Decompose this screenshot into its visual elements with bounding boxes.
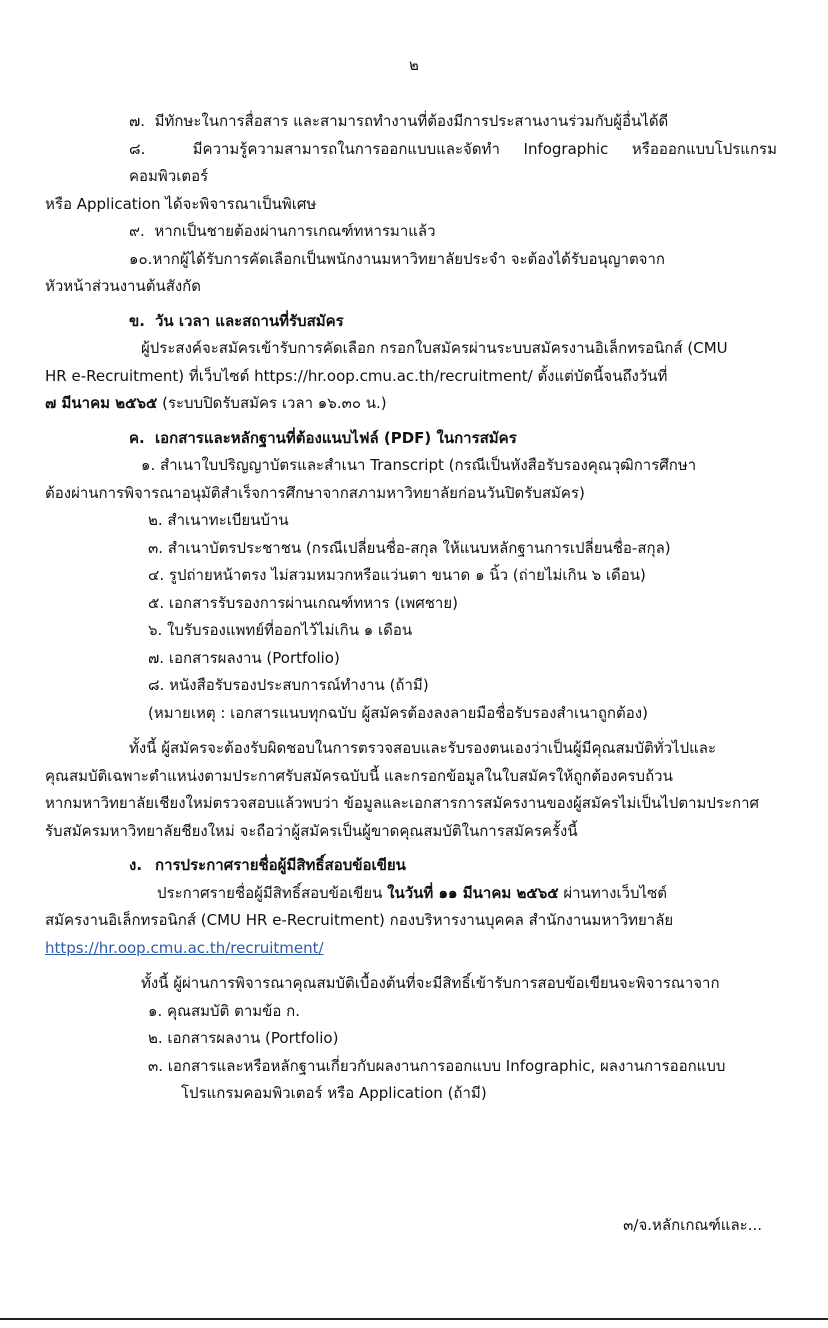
criteria-item: ๒. เอกสารผลงาน (Portfolio) — [148, 1029, 339, 1047]
responsibility-paragraph: รับสมัครมหาวิทยาลัยชียงใหม่ จะถือว่าผู้สมัครเป็นผู้ขาดคุณสมบัติในการสมัครครั้งนี้ — [45, 821, 578, 840]
criteria-item: ๑. คุณสมบัติ ตามข้อ ก. — [148, 1001, 301, 1020]
qualification-item-continuation: หรือ Application ได้จะพิจารณาเป็นพิเศษ — [45, 194, 317, 213]
document-note: (หมายเหตุ : เอกสารแนบทุกฉบับ ผู้สมัครต้องลงลายมือชื่อรับรองสำเนาถูกต้อง) — [148, 703, 648, 722]
announcement-paragraph: สมัครงานอิเล็กทรอนิกส์ (CMU HR e-Recruitment) กองบริหารงานบุคคล สำนักงานมหาวิทยาลัย — [45, 911, 674, 929]
document-item: ๔. รูปถ่ายหน้าตรง ไม่สวมหมวกหรือแว่นตา ขนาด ๑ นิ้ว (ถ่ายไม่เกิน ๖ เดือน) — [148, 566, 646, 584]
page-bottom-edge — [0, 1318, 828, 1320]
section-heading-documents: ค. เอกสารและหลักฐานที่ต้องแนบไฟล์ (PDF) ในการสมัคร — [129, 428, 517, 447]
document-item: ๑. สำเนาใบปริญญาบัตรและสำเนา Transcript (กรณีเป็นหังสือรับรองคุณวุฒิการศึกษา — [141, 456, 697, 474]
qualification-item-continuation: หัวหน้าส่วนงานต้นสังกัด — [45, 277, 202, 295]
responsibility-paragraph: หากมหาวิทยาลัยเชียงใหม่ตรวจสอบแล้วพบว่า ข้อมูลและเอกสารการสมัครงานของผู้สมัครไม่เป็นไปตามประกาศ — [45, 794, 760, 812]
section-heading-application-period: ข. วัน เวลา และสถานที่รับสมัคร — [129, 311, 344, 330]
section-heading-announcement: ง. การประกาศรายชื่อผู้มีสิทธิ์สอบข้อเขียน — [129, 856, 406, 874]
document-item: ๗. เอกสารผลงาน (Portfolio) — [148, 648, 340, 667]
qualification-item: ๘. มีความรู้ความสามารถในการออกแบบและจัดทำ Infographic หรือออกแบบโปรแกรมคอมพิวเตอร์ — [129, 139, 777, 185]
document-item: ๒. สำเนาทะเบียนบ้าน — [148, 511, 289, 529]
qualification-item: ๙. หากเป็นชายต้องผ่านการเกณฑ์ทหารมาแล้ว — [129, 222, 436, 240]
recruitment-link[interactable]: https://hr.oop.cmu.ac.th/recruitment/ — [45, 938, 324, 957]
document-item-continuation: ต้องผ่านการพิจารณาอนุมัติสำเร็จการศึกษาจากสภามหาวิทยาลัยก่อนวันปิดรับสมัคร) — [45, 483, 585, 502]
document-body — [45, 108, 777, 1108]
responsibility-paragraph: ทั้งนี้ ผู้สมัครจะต้องรับผิดชอบในการตรวจสอบและรับรองตนเองว่าเป็นผู้มีคุณสมบัติทั่วไปและ — [129, 739, 717, 757]
responsibility-paragraph: คุณสมบัติเฉพาะตำแหน่งตามประกาศรับสมัครฉบับนี้ และกรอกข้อมูลในใบสมัครให้ถูกต้องครบถ้วน — [45, 766, 673, 785]
application-paragraph-line: ผู้ประสงค์จะสมัครเข้ารับการคัดเลือก กรอกใบสมัครผ่านระบบสมัครงานอิเล็กทรอนิกส์ (CMU — [141, 339, 728, 357]
application-paragraph-line: HR e-Recruitment) ที่เว็บไซต์ https://hr.oop.cmu.ac.th/recruitment/ ตั้งแต่บัดนี้จนถึงวันที่ — [45, 366, 668, 385]
qualification-item: ๗. มีทักษะในการสื่อสาร และสามารถทำงานที่ต้องมีการประสานงานร่วมกับผู้อื่นได้ดี — [129, 112, 669, 130]
announcement-paragraph: ประกาศรายชื่อผู้มีสิทธิ์สอบข้อเขียน ในวันที่ ๑๑ มีนาคม ๒๕๖๕ ผ่านทางเว็บไซต์ — [157, 883, 667, 902]
application-deadline: ๗ มีนาคม ๒๕๖๕ (ระบบปิดรับสมัคร เวลา ๑๖.๓๐ น.) — [45, 394, 387, 412]
page-number: ๒ — [409, 56, 419, 74]
criteria-intro: ทั้งนี้ ผู้ผ่านการพิจารณาคุณสมบัติเบื้องต้นที่จะมีสิทธิ์เข้ารับการสอบข้อเขียนจะพิจารณาจาก — [141, 974, 720, 992]
document-item: ๓. สำเนาบัตรประชาชน (กรณีเปลี่ยนชื่อ-สกุล ให้แนบหลักฐานการเปลี่ยนชื่อ-สกุล) — [148, 538, 671, 557]
document-item: ๘. หนังสือรับรองประสบการณ์ทำงาน (ถ้ามี) — [148, 676, 429, 694]
announcement-link-line — [45, 935, 777, 963]
criteria-item: ๓. เอกสารและหรือหลักฐานเกี่ยวกับผลงานการออกแบบ Infographic, ผลงานการออกแบบ — [148, 1056, 726, 1075]
document-item: ๕. เอกสารรับรองการผ่านเกณฑ์ทหาร (เพศชาย) — [148, 593, 458, 612]
qualification-item: ๑๐.หากผู้ได้รับการคัดเลือกเป็นพนักงานมหาวิทยาลัยประจำ จะต้องได้รับอนุญาตจาก — [129, 249, 665, 268]
document-item: ๖. ใบรับรองแพทย์ที่ออกไว้ไม่เกิน ๑ เดือน — [148, 621, 413, 639]
page-footer-continuation: ๓/จ.หลักเกณฑ์และ... — [623, 1216, 762, 1234]
criteria-item-continuation: โปรแกรมคอมพิวเตอร์ หรือ Application (ถ้ามี) — [181, 1084, 487, 1102]
